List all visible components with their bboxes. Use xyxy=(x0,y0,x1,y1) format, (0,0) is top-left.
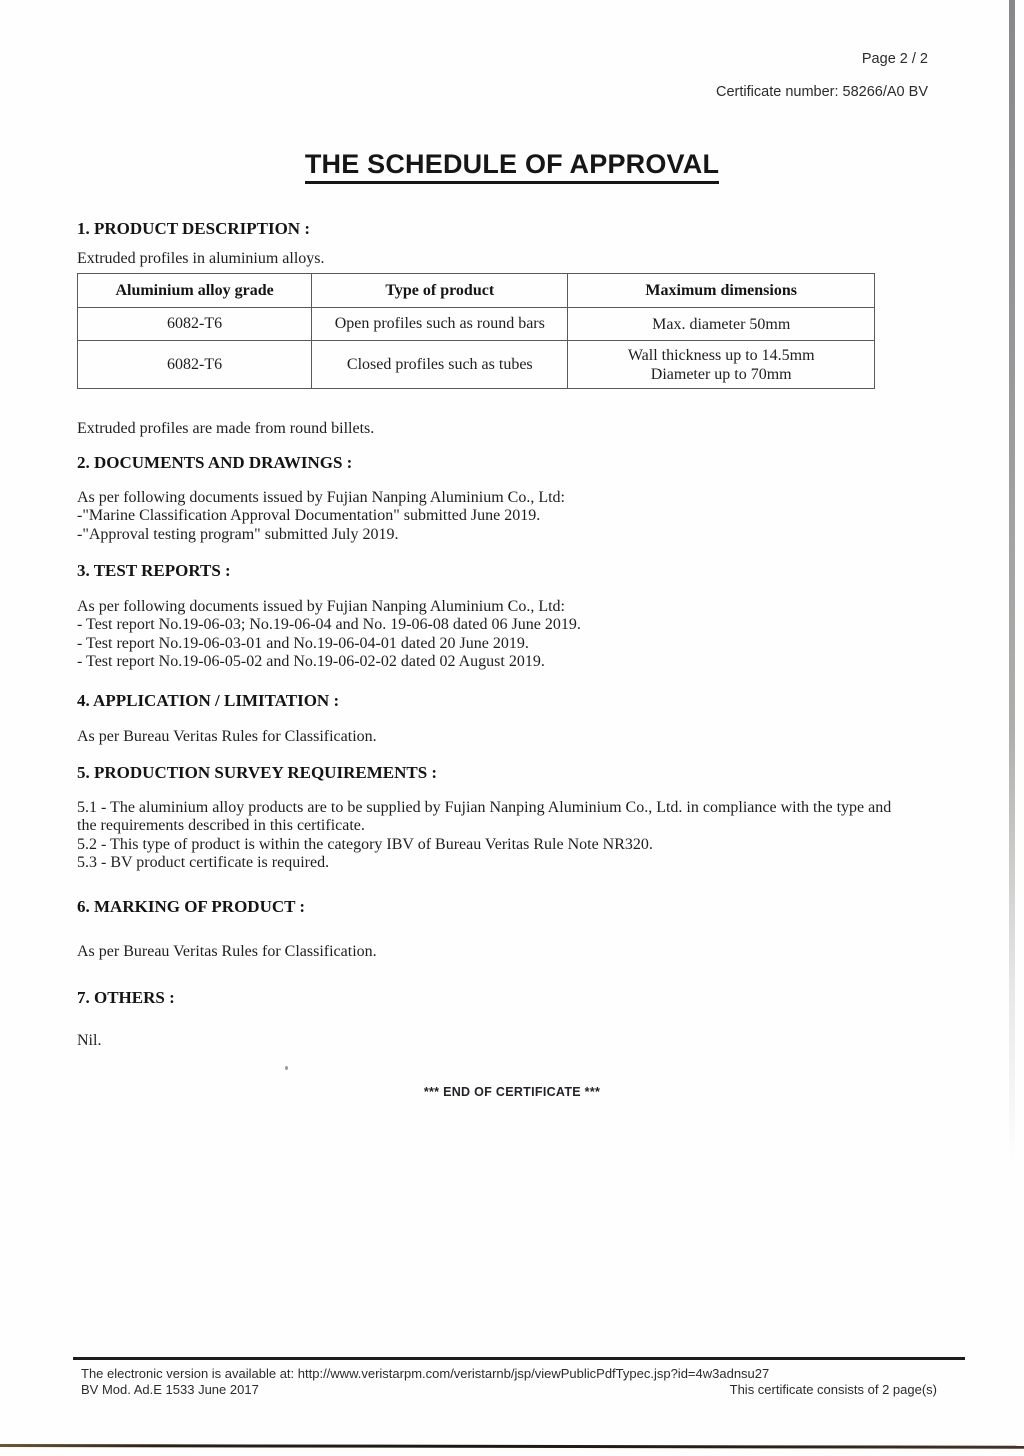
text-line: 5.2 - This type of product is within the category IBV of Bureau Veritas Rule Note NR320. xyxy=(77,835,653,853)
text-line: Nil. xyxy=(77,1032,102,1049)
scan-edge-strip xyxy=(1009,0,1015,1456)
footer-form-ref: BV Mod. Ad.E 1533 June 2017 xyxy=(81,1382,259,1397)
section3-heading: 3. TEST REPORTS : xyxy=(77,561,231,580)
table-header-grade: Aluminium alloy grade xyxy=(78,274,312,308)
text-line: As per following documents issued by Fujian Nanping Aluminium Co., Ltd: xyxy=(77,598,565,615)
page-title: THE SCHEDULE OF APPROVAL xyxy=(305,149,719,184)
text-line: the requirements described in this certificate. xyxy=(77,817,365,835)
table-header-type: Type of product xyxy=(312,274,568,308)
section1-intro: Extruded profiles in aluminium alloys. xyxy=(77,250,325,267)
text-line: - Test report No.19-06-05-02 and No.19-06-02-02 dated 02 August 2019. xyxy=(77,653,545,671)
section1-heading: 1. PRODUCT DESCRIPTION : xyxy=(77,219,310,238)
section6-heading: 6. MARKING OF PRODUCT : xyxy=(77,897,306,916)
dims-line: Diameter up to 70mm xyxy=(650,365,792,383)
text-line: -"Marine Classification Approval Documentation" submitted June 2019. xyxy=(77,507,541,525)
scan-bottom-line xyxy=(0,1444,1024,1449)
footer-line2 xyxy=(81,1382,937,1397)
table-cell-type: Closed profiles such as tubes xyxy=(312,341,568,389)
section3-body xyxy=(77,598,581,672)
product-table xyxy=(77,273,875,389)
table-cell-grade: 6082-T6 xyxy=(78,341,312,389)
text-line: 5.3 - BV product certificate is required. xyxy=(77,854,330,872)
section7-heading: 7. OTHERS : xyxy=(77,988,175,1007)
table-header-dims: Maximum dimensions xyxy=(568,274,875,308)
text-line: -"Approval testing program" submitted July 2019. xyxy=(77,525,399,543)
table-cell-dims xyxy=(568,308,875,341)
text-line: - Test report No.19-06-03-01 and No.19-06-04-01 dated 20 June 2019. xyxy=(77,634,529,652)
section2-body xyxy=(77,489,565,544)
table-header-row xyxy=(78,274,875,308)
scan-speck xyxy=(285,1066,288,1070)
section5-body xyxy=(77,799,891,873)
footer-page-count: This certificate consists of 2 page(s) xyxy=(729,1382,937,1397)
section6-body xyxy=(77,943,377,961)
section4-body xyxy=(77,728,377,746)
section7-body xyxy=(77,1032,101,1050)
text-line: As per Bureau Veritas Rules for Classification. xyxy=(77,943,377,960)
text-line: 5.1 - The aluminium alloy products are to be supplied by Fujian Nanping Aluminium Co., Ltd. in compliance with the type and xyxy=(77,799,892,816)
table-row xyxy=(78,308,875,341)
title-wrap xyxy=(0,149,1024,184)
section4-heading: 4. APPLICATION / LIMITATION : xyxy=(77,691,340,710)
certificate-number: Certificate number: 58266/A0 BV xyxy=(716,84,928,100)
section5-heading: 5. PRODUCTION SURVEY REQUIREMENTS : xyxy=(77,763,438,782)
table-cell-dims xyxy=(568,341,875,389)
table-row xyxy=(78,341,875,389)
section1-note: Extruded profiles are made from round billets. xyxy=(77,420,375,437)
text-line: - Test report No.19-06-03; No.19-06-04 and No. 19-06-08 dated 06 June 2019. xyxy=(77,616,581,634)
dims-line: Wall thickness up to 14.5mm xyxy=(627,346,815,364)
end-of-certificate: *** END OF CERTIFICATE *** xyxy=(423,1085,601,1099)
footer-electronic-version: The electronic version is available at: http://www.veristarpm.com/veristarnb/jsp/viewPublicPdfTypec.jsp?id=4w3adnsu27 xyxy=(81,1366,770,1381)
text-line: As per Bureau Veritas Rules for Classification. xyxy=(77,728,377,745)
dims-line: Max. diameter 50mm xyxy=(652,315,791,333)
table-cell-type: Open profiles such as round bars xyxy=(312,308,568,341)
page-number: Page 2 / 2 xyxy=(861,51,928,67)
section2-heading: 2. DOCUMENTS AND DRAWINGS : xyxy=(77,453,353,472)
table-cell-grade: 6082-T6 xyxy=(78,308,312,341)
footer-rule xyxy=(73,1357,965,1360)
text-line: As per following documents issued by Fujian Nanping Aluminium Co., Ltd: xyxy=(77,489,565,506)
